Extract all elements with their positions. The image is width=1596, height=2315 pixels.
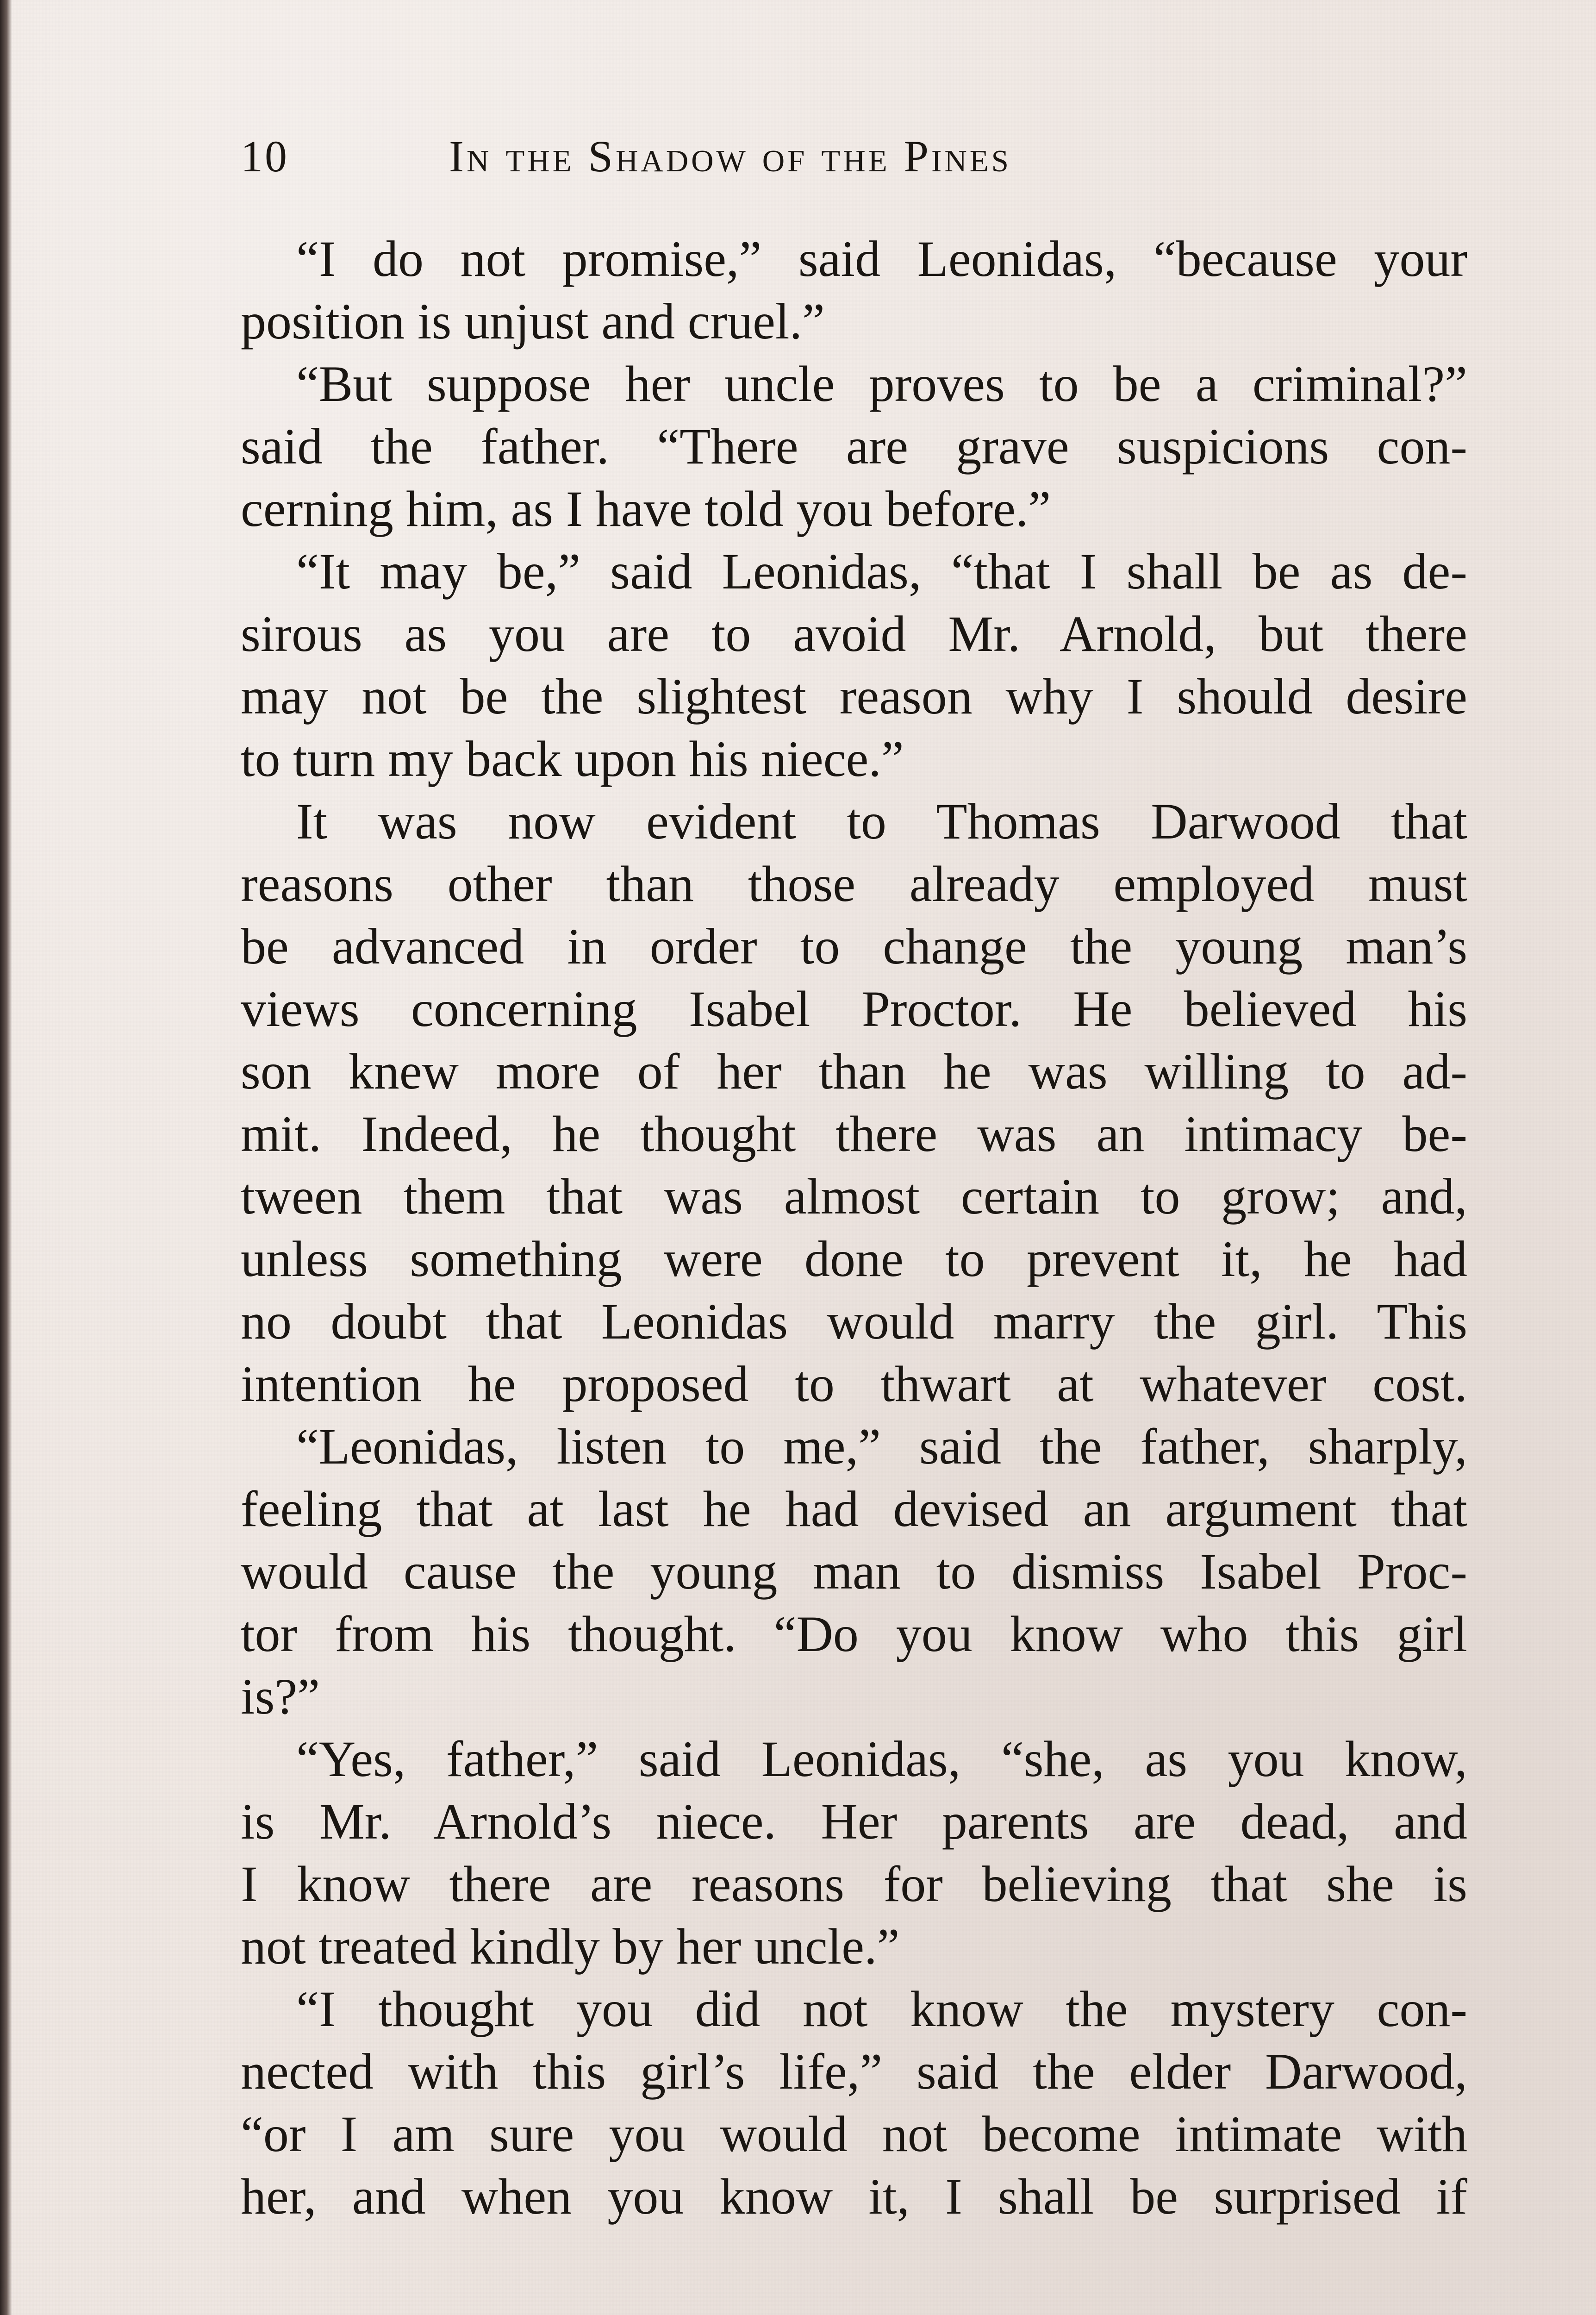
page-header (241, 124, 1463, 184)
text-line: nected with this girl’s life,” said the elder Darwood, (241, 2043, 1467, 2100)
text-line: no doubt that Leonidas would marry the girl. This (241, 1293, 1467, 1350)
text-line: would cause the young man to dismiss Isabel Proc- (241, 1543, 1467, 1600)
text-line: not treated kindly by her uncle.” (241, 1918, 900, 1975)
running-title: In the Shadow of the Pines (449, 131, 1011, 181)
text-line: position is unjust and cruel.” (241, 293, 825, 350)
text-line: cerning him, as I have told you before.” (241, 481, 1051, 537)
text-line: reasons other than those already employed must (241, 856, 1467, 912)
text-line: “But suppose her uncle proves to be a criminal?” (296, 356, 1467, 412)
body-text (241, 228, 1467, 2228)
text-line: “Leonidas, listen to me,” said the father, sharply, (296, 1418, 1467, 1475)
text-line: may not be the slightest reason why I should desire (241, 668, 1467, 725)
text-line: said the father. “There are grave suspicions con- (241, 418, 1467, 475)
text-line: be advanced in order to change the young man’s (241, 918, 1467, 975)
text-line: “I thought you did not know the mystery con- (296, 1981, 1467, 2037)
page-number: 10 (241, 131, 289, 181)
text-line: is?” (241, 1668, 320, 1725)
text-line: tor from his thought. “Do you know who this girl (241, 1606, 1467, 1662)
text-line: I know there are reasons for believing that she is (241, 1856, 1467, 1912)
text-line: mit. Indeed, he thought there was an intimacy be- (241, 1106, 1467, 1162)
text-line: is Mr. Arnold’s niece. Her parents are dead, and (241, 1793, 1467, 1850)
text-line: “I do not promise,” said Leonidas, “because your (296, 231, 1467, 287)
text-line: tween them that was almost certain to grow; and, (241, 1168, 1467, 1225)
text-line: unless something were done to prevent it, he had (241, 1231, 1467, 1287)
text-line: sirous as you are to avoid Mr. Arnold, but there (241, 606, 1467, 662)
text-line: “or I am sure you would not become intimate with (241, 2106, 1467, 2162)
page-left-edge-shadow (0, 0, 12, 2315)
text-line: It was now evident to Thomas Darwood that (296, 793, 1467, 850)
text-line: views concerning Isabel Proctor. He believed his (241, 981, 1467, 1037)
text-line: feeling that at last he had devised an argument that (241, 1481, 1467, 1537)
text-line: “Yes, father,” said Leonidas, “she, as you know, (296, 1731, 1467, 1787)
text-line: intention he proposed to thwart at whatever cost. (241, 1356, 1467, 1412)
text-line: to turn my back upon his niece.” (241, 731, 904, 787)
text-line: “It may be,” said Leonidas, “that I shall be as de- (296, 543, 1467, 600)
text-line: son knew more of her than he was willing to ad- (241, 1043, 1467, 1100)
text-line: her, and when you know it, I shall be surprised if (241, 2168, 1467, 2225)
